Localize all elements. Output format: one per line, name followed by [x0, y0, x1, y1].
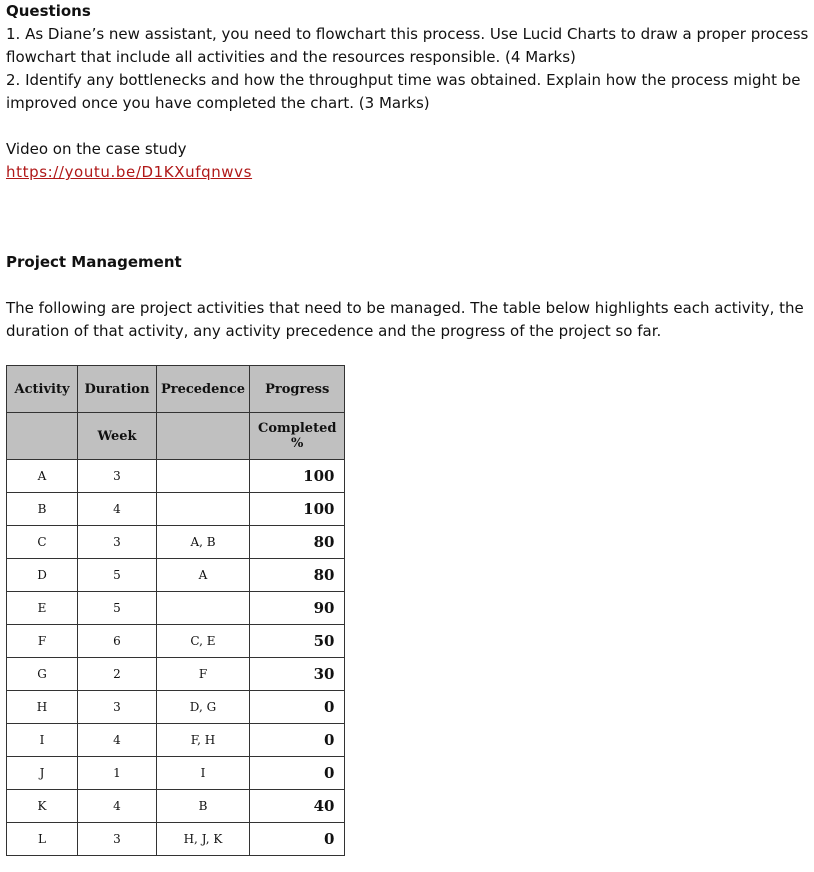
subheader-duration: Week [78, 413, 157, 460]
cell-progress: 0 [250, 757, 345, 790]
table-row [7, 526, 345, 559]
table-row [7, 460, 345, 493]
cell-progress: 0 [250, 823, 345, 856]
cell-activity: H [7, 691, 78, 724]
cell-duration: 3 [78, 526, 157, 559]
table-row [7, 790, 345, 823]
cell-duration: 2 [78, 658, 157, 691]
cell-duration: 4 [78, 790, 157, 823]
cell-duration: 6 [78, 625, 157, 658]
table-row [7, 823, 345, 856]
cell-duration: 3 [78, 460, 157, 493]
activity-table [6, 365, 345, 856]
subheader-progress: Completed % [250, 413, 345, 460]
video-label: Video on the case study [6, 140, 187, 158]
cell-precedence: I [157, 757, 250, 790]
table-header-row [7, 366, 345, 413]
cell-precedence: B [157, 790, 250, 823]
cell-precedence: D, G [157, 691, 250, 724]
cell-duration: 4 [78, 724, 157, 757]
cell-progress: 40 [250, 790, 345, 823]
cell-progress: 30 [250, 658, 345, 691]
questions-heading: Questions [6, 2, 91, 20]
project-management-heading: Project Management [6, 253, 182, 271]
cell-duration: 3 [78, 823, 157, 856]
cell-duration: 3 [78, 691, 157, 724]
table-row [7, 592, 345, 625]
video-link[interactable]: https://youtu.be/D1KXufqnwvs [6, 163, 253, 181]
cell-duration: 5 [78, 559, 157, 592]
cell-progress: 80 [250, 526, 345, 559]
cell-activity: K [7, 790, 78, 823]
table-row [7, 559, 345, 592]
cell-precedence: H, J, K [157, 823, 250, 856]
header-duration: Duration [78, 366, 157, 413]
cell-duration: 4 [78, 493, 157, 526]
subheader-activity [7, 413, 78, 460]
cell-activity: E [7, 592, 78, 625]
header-progress: Progress [250, 366, 345, 413]
cell-progress: 0 [250, 691, 345, 724]
cell-precedence: A [157, 559, 250, 592]
cell-progress: 100 [250, 493, 345, 526]
cell-precedence [157, 592, 250, 625]
cell-activity: F [7, 625, 78, 658]
table-row [7, 757, 345, 790]
cell-duration: 5 [78, 592, 157, 625]
table-row [7, 691, 345, 724]
table-row [7, 493, 345, 526]
cell-precedence: F [157, 658, 250, 691]
cell-precedence [157, 460, 250, 493]
cell-precedence: F, H [157, 724, 250, 757]
cell-precedence: A, B [157, 526, 250, 559]
cell-activity: C [7, 526, 78, 559]
question-2: 2. Identify any bottlenecks and how the throughput time was obtained. Explain how the process might be improved once you have completed the chart. (3 Marks) [6, 71, 801, 112]
header-activity: Activity [7, 366, 78, 413]
cell-activity: J [7, 757, 78, 790]
cell-progress: 100 [250, 460, 345, 493]
table-row [7, 625, 345, 658]
table-row [7, 658, 345, 691]
cell-progress: 50 [250, 625, 345, 658]
cell-activity: G [7, 658, 78, 691]
table-subheader-row [7, 413, 345, 460]
project-intro: The following are project activities that need to be managed. The table below highlights each activity, the duration of that activity, any activity precedence and the progress of the project so far. [6, 299, 804, 340]
cell-activity: D [7, 559, 78, 592]
header-precedence: Precedence [157, 366, 250, 413]
cell-activity: B [7, 493, 78, 526]
cell-duration: 1 [78, 757, 157, 790]
cell-activity: I [7, 724, 78, 757]
table-row [7, 724, 345, 757]
subheader-precedence [157, 413, 250, 460]
cell-activity: A [7, 460, 78, 493]
cell-progress: 90 [250, 592, 345, 625]
cell-activity: L [7, 823, 78, 856]
table-body [7, 460, 345, 856]
question-1: 1. As Diane’s new assistant, you need to flowchart this process. Use Lucid Charts to draw a proper process flowchart that include all activities and the resources responsible. (4 Marks) [6, 25, 809, 66]
cell-precedence [157, 493, 250, 526]
cell-precedence: C, E [157, 625, 250, 658]
cell-progress: 80 [250, 559, 345, 592]
cell-progress: 0 [250, 724, 345, 757]
